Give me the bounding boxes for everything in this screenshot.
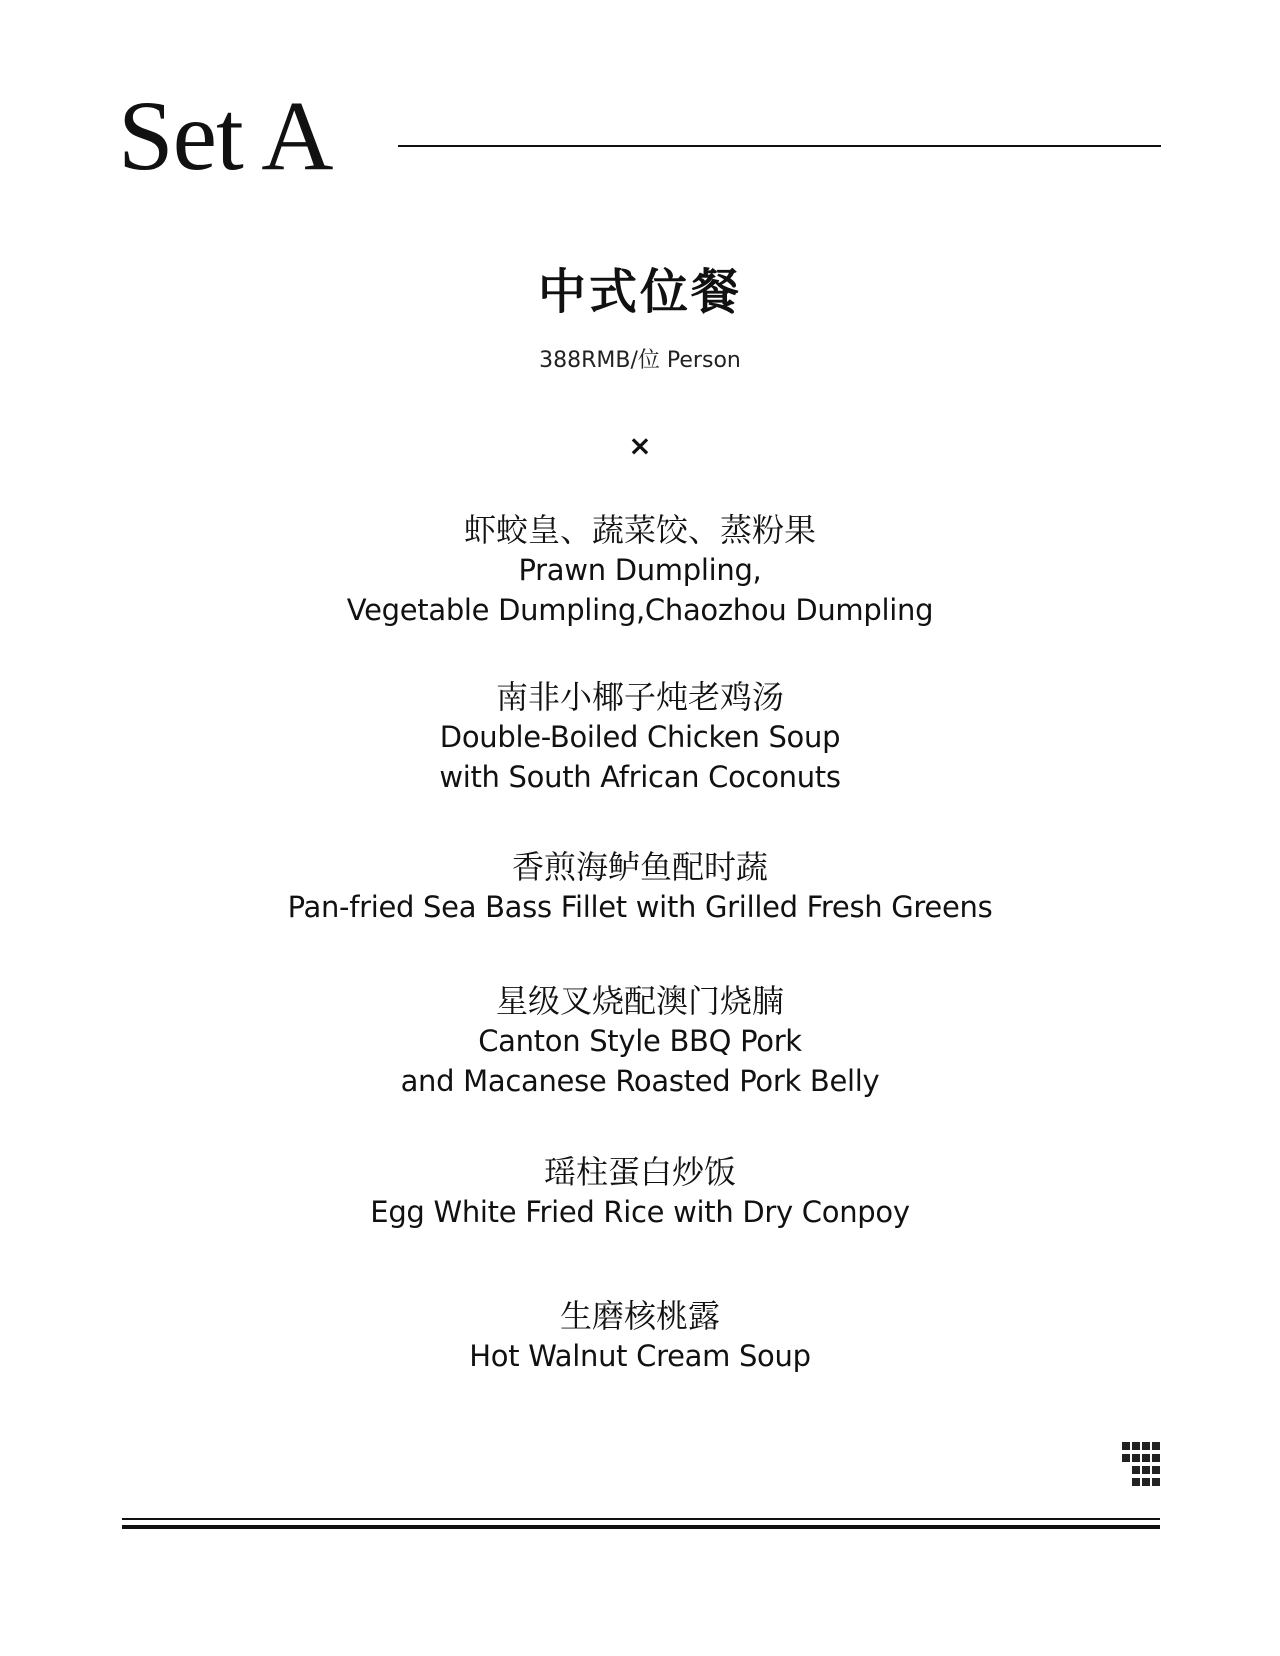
dish-name-en-line: and Macanese Roasted Pork Belly: [400, 1064, 880, 1098]
dish-name-zh: 虾蛟皇、蔬菜饺、蒸粉果: [463, 511, 816, 549]
dish-name-en-line: Double-Boiled Chicken Soup: [439, 720, 841, 754]
dish-name-en-line: Canton Style BBQ Pork: [478, 1024, 802, 1058]
dish-item: [0, 981, 1280, 1101]
dish-name-zh: 星级叉烧配澳门烧腩: [495, 982, 784, 1020]
dish-item: [0, 1152, 1280, 1232]
dish-name-zh: 瑶柱蛋白炒饭: [543, 1153, 736, 1191]
dish-item: [0, 847, 1280, 927]
dish-name-en-line: Prawn Dumpling,: [518, 553, 762, 587]
dish-name-zh: 香煎海鲈鱼配时蔬: [511, 848, 768, 886]
title-rule: [398, 145, 1161, 147]
grid-logo-icon: [1122, 1442, 1160, 1486]
dish-name-en-line: Pan-fried Sea Bass Fillet with Grilled Fresh Greens: [287, 890, 993, 924]
dish-name-en-line: Vegetable Dumpling,Chaozhou Dumpling: [346, 593, 934, 627]
dish-name-zh: 生磨核桃露: [559, 1297, 720, 1335]
dish-name-en-line: Hot Walnut Cream Soup: [469, 1339, 811, 1373]
set-title: Set A: [118, 80, 333, 191]
bottom-rule-thin: [122, 1518, 1160, 1520]
menu-title: 中式位餐: [537, 264, 742, 320]
dish-item: [0, 1296, 1280, 1376]
menu-price: 388RMB/位 Person: [539, 348, 741, 373]
dish-item: [0, 510, 1280, 630]
dish-name-en-line: Egg White Fried Rice with Dry Conpoy: [370, 1195, 910, 1229]
bottom-rule-thick: [122, 1525, 1160, 1529]
dish-item: [0, 677, 1280, 797]
dish-name-zh: 南非小椰子炖老鸡汤: [495, 678, 784, 716]
dish-name-en-line: with South African Coconuts: [439, 760, 841, 794]
divider-cross-icon: ×: [628, 429, 652, 462]
